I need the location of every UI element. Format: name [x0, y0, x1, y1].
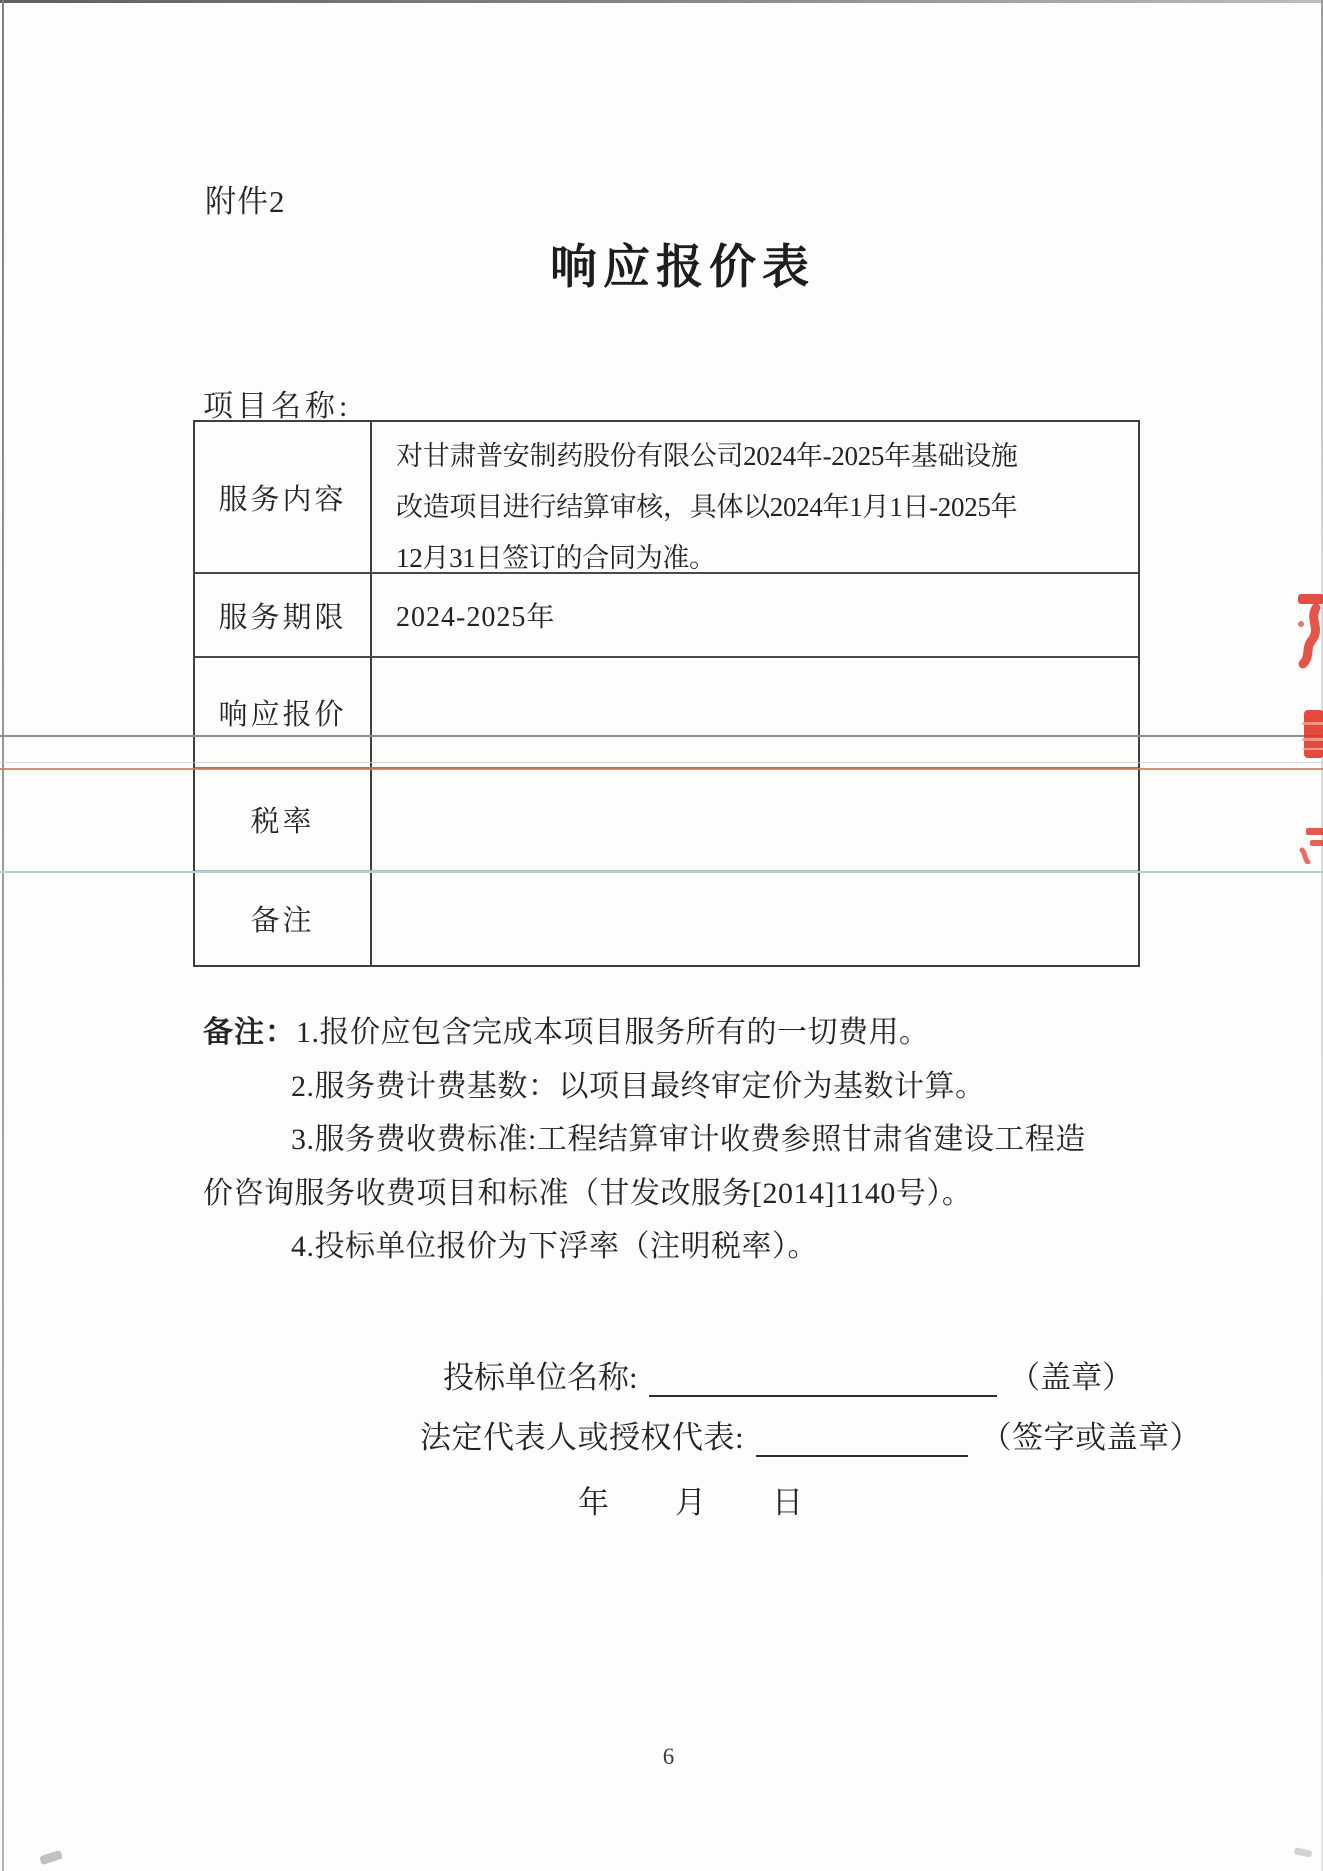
signature-representative-line — [420, 1412, 1201, 1457]
signature-company-line — [443, 1352, 1133, 1397]
date-month-label: 月 — [675, 1485, 708, 1520]
cell-service-period — [372, 574, 1138, 656]
representative-label: 法定代表人或授权代表: — [420, 1420, 745, 1455]
red-stamp-fragment-icon — [1298, 826, 1323, 869]
date-year-label: 年 — [578, 1485, 611, 1520]
service-content-line-2: 改造项目进行结算审核，具体以2024年1月1日-2025年 — [396, 492, 1018, 522]
cell-response-quote-empty — [372, 658, 1138, 767]
page-number: 6 — [662, 1744, 675, 1769]
row-label-service-period: 服务期限 — [195, 574, 372, 656]
note-line-3: 3.服务费收费标准:工程结算审计收费参照甘肃省建设工程造 — [291, 1123, 1086, 1156]
company-name-blank — [649, 1365, 997, 1397]
scan-artifact-line-blue — [0, 871, 1323, 873]
scan-artifact-line-faint — [0, 762, 1323, 763]
note-line-4: 价咨询服务收费项目和标准（甘发改服务[2014]1140号）。 — [203, 1176, 973, 1210]
notes-section — [203, 1006, 1153, 1274]
service-content-line-1: 对甘肃普安制药股份有限公司2024年-2025年基础设施 — [396, 441, 1018, 471]
cell-tax-rate-empty — [372, 769, 1138, 870]
row-label-tax-rate: 税率 — [195, 769, 372, 870]
scan-edge-top — [0, 0, 1323, 3]
representative-seal-suffix: （签字或盖章） — [980, 1420, 1202, 1455]
table-row-remarks — [195, 872, 1138, 965]
note-line-2: 2.服务费计费基数：以项目最终审定价为基数计算。 — [291, 1069, 986, 1103]
scan-corner-mark-bottom-left — [39, 1850, 63, 1865]
note-line-1 — [203, 1006, 1153, 1060]
project-name-label: 项目名称: — [203, 390, 352, 423]
row-label-remarks: 备注 — [195, 872, 372, 965]
table-row-service-content — [195, 422, 1138, 574]
scan-artifact-line-orange — [0, 768, 1323, 770]
company-name-label: 投标单位名称: — [443, 1360, 638, 1395]
row-label-service-content: 服务内容 — [195, 422, 372, 572]
signature-date-line — [578, 1477, 805, 1522]
note-line-5: 4.投标单位报价为下浮率（注明税率）。 — [291, 1230, 818, 1263]
quotation-table — [193, 420, 1140, 967]
representative-blank — [756, 1425, 968, 1457]
row-label-response-quote: 响应报价 — [195, 658, 372, 767]
table-row-response-quote — [195, 658, 1138, 769]
date-day-label: 日 — [772, 1485, 805, 1520]
red-stamp-fragment-icon — [1294, 590, 1323, 675]
service-period-value: 2024-2025年 — [396, 602, 556, 633]
page-title: 响应报价表 — [550, 242, 815, 294]
cell-service-content — [372, 422, 1138, 572]
service-content-line-3: 12月31日签订的合同为准。 — [396, 543, 716, 572]
scan-artifact-line-grey — [0, 735, 1323, 737]
red-stamp-fragment-icon — [1302, 708, 1323, 765]
company-seal-suffix: （盖章） — [1009, 1360, 1134, 1395]
table-row-tax-rate — [195, 769, 1138, 872]
notes-prefix: 备注： — [203, 1016, 296, 1049]
scan-corner-mark-bottom-right — [1293, 1847, 1312, 1858]
cell-remarks-empty — [372, 872, 1138, 965]
table-row-service-period — [195, 574, 1138, 658]
note-1-text: 1.报价应包含完成本项目服务所有的一切费用。 — [296, 1016, 930, 1049]
attachment-label: 附件2 — [205, 184, 286, 219]
